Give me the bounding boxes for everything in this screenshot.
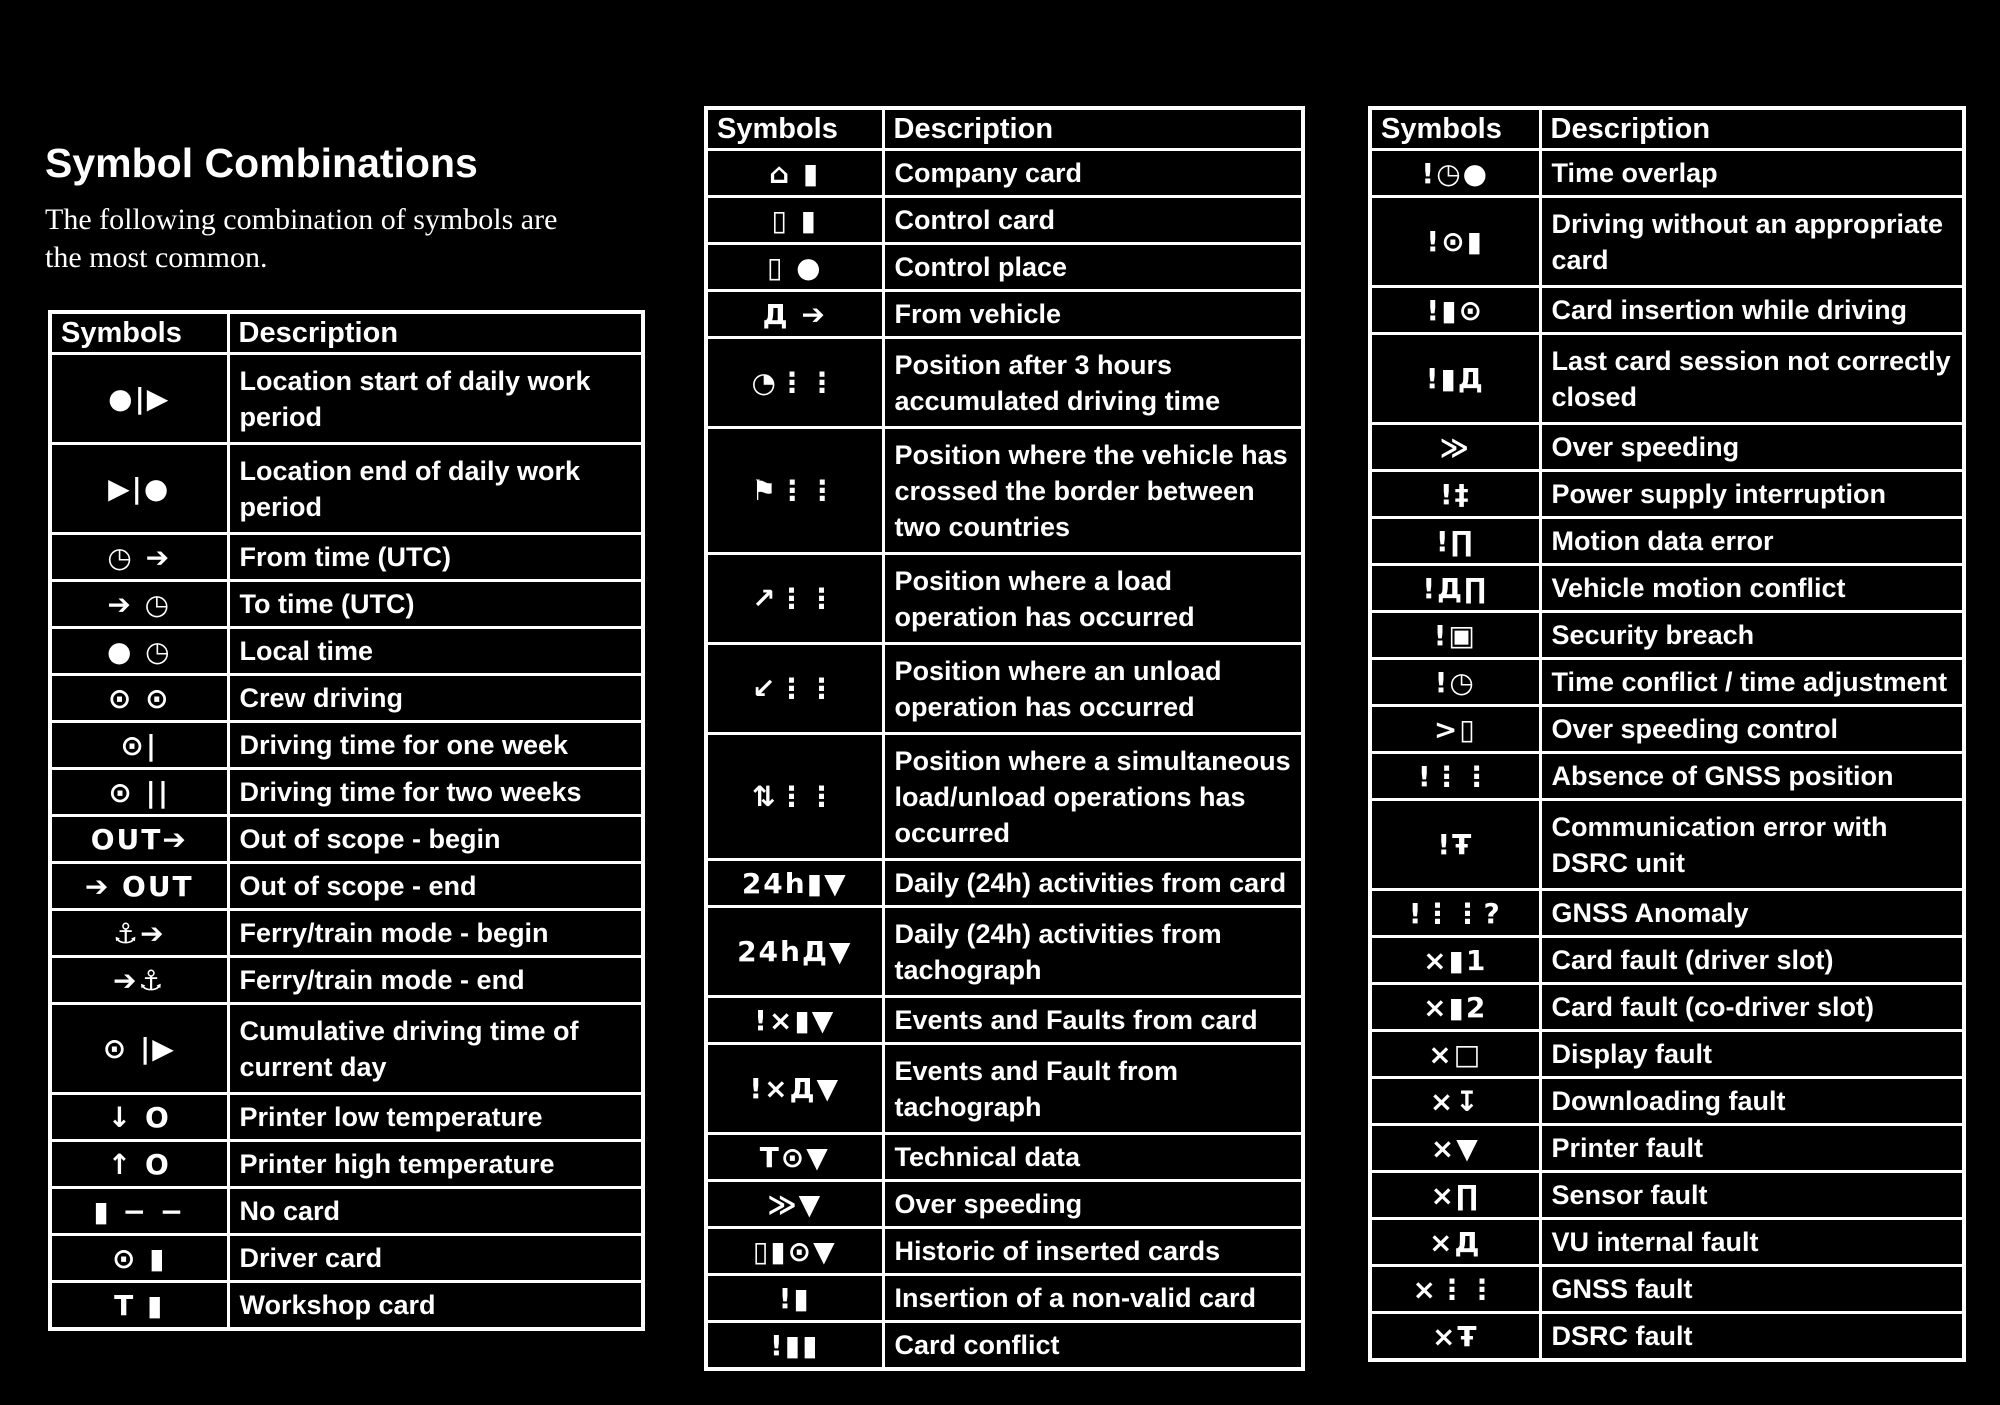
symbols-column-header: Symbols bbox=[706, 108, 883, 150]
symbol-description: Security breach bbox=[1540, 612, 1964, 659]
daily-24h-activities-from-tachograph-symbol-icon: 24hД▼ bbox=[706, 907, 883, 997]
symbol-description: Driving without an appropriate card bbox=[1540, 197, 1964, 287]
ferry-train-mode-begin-symbol-icon: ⚓➔ bbox=[50, 910, 228, 957]
communication-error-with-dsrc-unit-symbol-icon: !Ŧ bbox=[1370, 800, 1540, 890]
position-where-an-unload-operation-has-occurred-symbol-icon: ↙⋮⋮ bbox=[706, 644, 883, 734]
position-after-3-hours-accumulated-driving-time-symbol-icon: ◔⋮⋮ bbox=[706, 338, 883, 428]
out-of-scope-end-symbol-icon: ➔ OUT bbox=[50, 863, 228, 910]
table-row bbox=[1370, 287, 1964, 334]
table-row bbox=[706, 554, 1303, 644]
table-row bbox=[706, 150, 1303, 197]
symbol-description: Power supply interruption bbox=[1540, 471, 1964, 518]
card-fault-co-driver-slot-symbol-icon: ×▮2 bbox=[1370, 984, 1540, 1031]
symbol-description: Card fault (driver slot) bbox=[1540, 937, 1964, 984]
position-where-a-simultaneous-load-unload-operations-has-occurred-symbol-icon: ⇅⋮⋮ bbox=[706, 734, 883, 860]
symbol-description: GNSS Anomaly bbox=[1540, 890, 1964, 937]
symbols-column-header: Symbols bbox=[50, 312, 228, 354]
symbol-description: Printer low temperature bbox=[228, 1094, 643, 1141]
table-row bbox=[50, 534, 643, 581]
over-speeding-symbol-icon: ≫ bbox=[1370, 424, 1540, 471]
to-time-utc-symbol-icon: ➔ ◷ bbox=[50, 581, 228, 628]
table-row bbox=[50, 581, 643, 628]
downloading-fault-symbol-icon: ×↧ bbox=[1370, 1078, 1540, 1125]
table-row bbox=[706, 997, 1303, 1044]
symbol-description: Card conflict bbox=[883, 1322, 1303, 1370]
events-and-fault-from-tachograph-symbol-icon: !×Д▼ bbox=[706, 1044, 883, 1134]
table-row bbox=[1370, 1172, 1964, 1219]
table-row bbox=[706, 428, 1303, 554]
table-row bbox=[1370, 334, 1964, 424]
table-card-and-position-symbols bbox=[704, 106, 1305, 1371]
vehicle-motion-conflict-symbol-icon: !Д∏ bbox=[1370, 565, 1540, 612]
symbol-description: Location end of daily work period bbox=[228, 444, 643, 534]
table-row bbox=[1370, 1078, 1964, 1125]
table-row bbox=[1370, 937, 1964, 984]
symbol-description: Ferry/train mode - begin bbox=[228, 910, 643, 957]
table-row bbox=[1370, 984, 1964, 1031]
table-row bbox=[1370, 565, 1964, 612]
out-of-scope-begin-symbol-icon: OUT➔ bbox=[50, 816, 228, 863]
table-row bbox=[1370, 150, 1964, 197]
table-row bbox=[1370, 800, 1964, 890]
symbol-description: Driver card bbox=[228, 1235, 643, 1282]
last-card-session-not-correctly-closed-symbol-icon: !▮Д bbox=[1370, 334, 1540, 424]
symbol-description: Ferry/train mode - end bbox=[228, 957, 643, 1004]
insertion-of-a-non-valid-card-symbol-icon: !▮ bbox=[706, 1275, 883, 1322]
symbol-description: Local time bbox=[228, 628, 643, 675]
position-where-a-load-operation-has-occurred-symbol-icon: ↗⋮⋮ bbox=[706, 554, 883, 644]
crew-driving-symbol-icon: ⊙ ⊙ bbox=[50, 675, 228, 722]
table-row bbox=[706, 1228, 1303, 1275]
table-row bbox=[1370, 471, 1964, 518]
location-start-of-daily-work-period-symbol-icon: ●|▶ bbox=[50, 354, 228, 444]
table-row bbox=[706, 244, 1303, 291]
historic-of-inserted-cards-symbol-icon: ▯▮⊙▼ bbox=[706, 1228, 883, 1275]
cumulative-driving-time-of-current-day-symbol-icon: ⊙ |▶ bbox=[50, 1004, 228, 1094]
description-column-header: Description bbox=[1540, 108, 1964, 150]
symbol-description: No card bbox=[228, 1188, 643, 1235]
table-row bbox=[1370, 518, 1964, 565]
from-time-utc-symbol-icon: ◷ ➔ bbox=[50, 534, 228, 581]
symbol-description: Daily (24h) activities from tachograph bbox=[883, 907, 1303, 997]
table-row bbox=[706, 734, 1303, 860]
technical-data-symbol-icon: T⊙▼ bbox=[706, 1134, 883, 1181]
printer-high-temperature-symbol-icon: ↑ O bbox=[50, 1141, 228, 1188]
table-row bbox=[706, 291, 1303, 338]
symbol-description: Daily (24h) activities from card bbox=[883, 860, 1303, 907]
symbol-description: Driving time for two weeks bbox=[228, 769, 643, 816]
ferry-train-mode-end-symbol-icon: ➔⚓ bbox=[50, 957, 228, 1004]
symbol-description: Downloading fault bbox=[1540, 1078, 1964, 1125]
symbol-description: Card fault (co-driver slot) bbox=[1540, 984, 1964, 1031]
table-row bbox=[1370, 659, 1964, 706]
symbol-description: Events and Fault from tachograph bbox=[883, 1044, 1303, 1134]
table-row bbox=[50, 444, 643, 534]
table-row bbox=[50, 1004, 643, 1094]
table-row bbox=[706, 644, 1303, 734]
table-row bbox=[706, 860, 1303, 907]
header-row bbox=[1370, 108, 1964, 150]
gnss-fault-symbol-icon: ×⋮⋮ bbox=[1370, 1266, 1540, 1313]
power-supply-interruption-symbol-icon: !‡ bbox=[1370, 471, 1540, 518]
time-conflict-time-adjustment-symbol-icon: !◷ bbox=[1370, 659, 1540, 706]
events-and-faults-from-card-symbol-icon: !×▮▼ bbox=[706, 997, 883, 1044]
symbol-description: Time conflict / time adjustment bbox=[1540, 659, 1964, 706]
over-speeding-symbol-icon: ≫▼ bbox=[706, 1181, 883, 1228]
table-row bbox=[1370, 1266, 1964, 1313]
symbol-description: Vehicle motion conflict bbox=[1540, 565, 1964, 612]
symbol-description: Absence of GNSS position bbox=[1540, 753, 1964, 800]
table-row bbox=[50, 628, 643, 675]
table-row bbox=[706, 197, 1303, 244]
symbol-description: Historic of inserted cards bbox=[883, 1228, 1303, 1275]
header-row bbox=[706, 108, 1303, 150]
symbol-description: Position where a load operation has occurred bbox=[883, 554, 1303, 644]
driving-time-for-one-week-symbol-icon: ⊙| bbox=[50, 722, 228, 769]
motion-data-error-symbol-icon: !∏ bbox=[1370, 518, 1540, 565]
company-card-symbol-icon: ⌂ ▮ bbox=[706, 150, 883, 197]
symbol-description: Company card bbox=[883, 150, 1303, 197]
over-speeding-control-symbol-icon: >▯ bbox=[1370, 706, 1540, 753]
driving-without-an-appropriate-card-symbol-icon: !⊙▮ bbox=[1370, 197, 1540, 287]
symbol-description: Control place bbox=[883, 244, 1303, 291]
table-row bbox=[706, 1134, 1303, 1181]
symbol-description: From vehicle bbox=[883, 291, 1303, 338]
gnss-anomaly-symbol-icon: !⋮⋮? bbox=[1370, 890, 1540, 937]
page-title: Symbol Combinations bbox=[45, 140, 478, 186]
workshop-card-symbol-icon: T ▮ bbox=[50, 1282, 228, 1330]
position-where-the-vehicle-has-crossed-the-border-between-two-countries-symbol-icon: ⚑⋮⋮ bbox=[706, 428, 883, 554]
table-row bbox=[50, 1282, 643, 1330]
table-row bbox=[1370, 612, 1964, 659]
table-row bbox=[50, 675, 643, 722]
table-row bbox=[50, 1094, 643, 1141]
symbol-description: Position after 3 hours accumulated driving time bbox=[883, 338, 1303, 428]
symbol-description: Over speeding bbox=[883, 1181, 1303, 1228]
symbol-description: Last card session not correctly closed bbox=[1540, 334, 1964, 424]
security-breach-symbol-icon: !▣ bbox=[1370, 612, 1540, 659]
symbol-description: Printer high temperature bbox=[228, 1141, 643, 1188]
symbol-description: Technical data bbox=[883, 1134, 1303, 1181]
table-row bbox=[50, 816, 643, 863]
table-row bbox=[706, 338, 1303, 428]
symbol-description: Printer fault bbox=[1540, 1125, 1964, 1172]
symbol-description: Position where a simultaneous load/unload operations has occurred bbox=[883, 734, 1303, 860]
table-row bbox=[1370, 1219, 1964, 1266]
symbol-description: Insertion of a non-valid card bbox=[883, 1275, 1303, 1322]
table-row bbox=[706, 1275, 1303, 1322]
vu-internal-fault-symbol-icon: ×Д bbox=[1370, 1219, 1540, 1266]
subtitle-line-1: The following combination of symbols are bbox=[45, 203, 558, 236]
symbol-description: Communication error with DSRC unit bbox=[1540, 800, 1964, 890]
description-column-header: Description bbox=[228, 312, 643, 354]
table-row bbox=[1370, 197, 1964, 287]
table-row bbox=[706, 1181, 1303, 1228]
table-row bbox=[50, 722, 643, 769]
symbol-description: Position where the vehicle has crossed the border between two countries bbox=[883, 428, 1303, 554]
absence-of-gnss-position-symbol-icon: !⋮⋮ bbox=[1370, 753, 1540, 800]
symbols-column-header: Symbols bbox=[1370, 108, 1540, 150]
symbol-description: Events and Faults from card bbox=[883, 997, 1303, 1044]
table-row bbox=[50, 1141, 643, 1188]
header-row bbox=[50, 312, 643, 354]
symbol-description: Sensor fault bbox=[1540, 1172, 1964, 1219]
symbol-description: VU internal fault bbox=[1540, 1219, 1964, 1266]
symbol-description: Motion data error bbox=[1540, 518, 1964, 565]
symbol-description: Time overlap bbox=[1540, 150, 1964, 197]
display-fault-symbol-icon: ×□ bbox=[1370, 1031, 1540, 1078]
printer-fault-symbol-icon: ×▼ bbox=[1370, 1125, 1540, 1172]
driving-time-for-two-weeks-symbol-icon: ⊙ || bbox=[50, 769, 228, 816]
symbol-description: Out of scope - begin bbox=[228, 816, 643, 863]
symbol-description: From time (UTC) bbox=[228, 534, 643, 581]
time-overlap-symbol-icon: !◷● bbox=[1370, 150, 1540, 197]
table-row bbox=[50, 354, 643, 444]
table-row bbox=[1370, 890, 1964, 937]
local-time-symbol-icon: ● ◷ bbox=[50, 628, 228, 675]
symbol-description: Cumulative driving time of current day bbox=[228, 1004, 643, 1094]
table-row bbox=[706, 1322, 1303, 1370]
symbol-description: GNSS fault bbox=[1540, 1266, 1964, 1313]
table-row bbox=[50, 957, 643, 1004]
symbol-description: Out of scope - end bbox=[228, 863, 643, 910]
symbol-description: Driving time for one week bbox=[228, 722, 643, 769]
table-row bbox=[1370, 1125, 1964, 1172]
subtitle-line-2: the most common. bbox=[45, 241, 268, 274]
dsrc-fault-symbol-icon: ×Ŧ bbox=[1370, 1313, 1540, 1361]
table-row bbox=[50, 1235, 643, 1282]
symbol-description: To time (UTC) bbox=[228, 581, 643, 628]
table-row bbox=[706, 1044, 1303, 1134]
table-row bbox=[50, 769, 643, 816]
from-vehicle-symbol-icon: Д ➔ bbox=[706, 291, 883, 338]
printer-low-temperature-symbol-icon: ↓ O bbox=[50, 1094, 228, 1141]
table-row bbox=[50, 1188, 643, 1235]
symbol-description: Crew driving bbox=[228, 675, 643, 722]
card-fault-driver-slot-symbol-icon: ×▮1 bbox=[1370, 937, 1540, 984]
table-general-symbols bbox=[48, 310, 645, 1331]
table-events-and-faults-symbols bbox=[1368, 106, 1966, 1362]
table-row bbox=[50, 910, 643, 957]
symbol-description: Over speeding bbox=[1540, 424, 1964, 471]
control-place-symbol-icon: ▯ ● bbox=[706, 244, 883, 291]
driver-card-symbol-icon: ⊙ ▮ bbox=[50, 1235, 228, 1282]
description-column-header: Description bbox=[883, 108, 1303, 150]
location-end-of-daily-work-period-symbol-icon: ▶|● bbox=[50, 444, 228, 534]
table-row bbox=[1370, 706, 1964, 753]
symbol-description: Workshop card bbox=[228, 1282, 643, 1330]
symbol-description: DSRC fault bbox=[1540, 1313, 1964, 1361]
symbol-description: Control card bbox=[883, 197, 1303, 244]
table-row bbox=[1370, 424, 1964, 471]
no-card-symbol-icon: ▮ − − bbox=[50, 1188, 228, 1235]
table-row bbox=[1370, 753, 1964, 800]
table-row bbox=[50, 863, 643, 910]
card-insertion-while-driving-symbol-icon: !▮⊙ bbox=[1370, 287, 1540, 334]
symbol-description: Location start of daily work period bbox=[228, 354, 643, 444]
title-block bbox=[45, 140, 665, 277]
table-row bbox=[1370, 1313, 1964, 1361]
card-conflict-symbol-icon: !▮▮ bbox=[706, 1322, 883, 1370]
sensor-fault-symbol-icon: ×∏ bbox=[1370, 1172, 1540, 1219]
control-card-symbol-icon: ▯ ▮ bbox=[706, 197, 883, 244]
symbol-description: Card insertion while driving bbox=[1540, 287, 1964, 334]
symbol-description: Over speeding control bbox=[1540, 706, 1964, 753]
symbol-description: Display fault bbox=[1540, 1031, 1964, 1078]
symbol-description: Position where an unload operation has occurred bbox=[883, 644, 1303, 734]
table-row bbox=[706, 907, 1303, 997]
daily-24h-activities-from-card-symbol-icon: 24h▮▼ bbox=[706, 860, 883, 907]
table-row bbox=[1370, 1031, 1964, 1078]
